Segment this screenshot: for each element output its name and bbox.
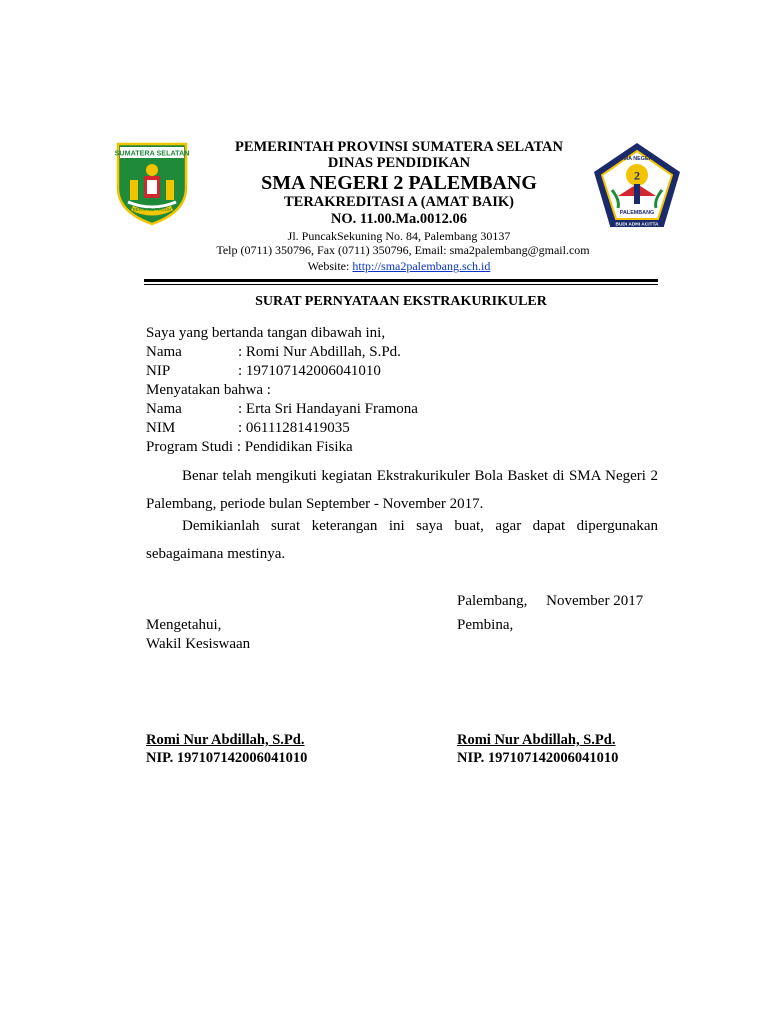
school-website [204,259,594,274]
signer-name-row [146,344,401,361]
student-prodi: Program Studi : Pendidikan Fisika [146,439,353,455]
left-signer-nip: NIP. 197107142006041010 [146,750,308,766]
sumsel-province-logo [114,140,190,226]
school-number: NO. 11.00.Ma.0012.06 [330,211,468,227]
logo-right-motto: BUDI ADHI ACITTA [615,222,659,228]
website-label: Website: [307,259,353,273]
declares-text: Menyatakan bahwa : [146,382,271,398]
header-rule-thin [144,284,658,285]
place-date: Palembang, November 2017 [457,593,644,609]
right-signer-name: Romi Nur Abdillah, S.Pd. [457,732,616,748]
signer-name-label: Nama [146,344,182,360]
left-signer-name: Romi Nur Abdillah, S.Pd. [146,732,305,748]
logo-right-top-text: SMA NEGERI [620,156,654,162]
signer-name-value: : Romi Nur Abdillah, S.Pd. [238,344,401,360]
header-rule-thick [144,279,658,282]
student-name-value: : Erta Sri Handayani Framona [238,401,418,417]
school-address: Jl. PuncakSekuning No. 84, Palembang 30137 [287,229,511,243]
student-name-label: Nama [146,401,182,417]
accreditation: TERAKREDITASI A (AMAT BAIK) [283,194,515,210]
student-nim-value: : 06111281419035 [238,420,350,436]
intro-text: Saya yang bertanda tangan dibawah ini, [146,325,386,341]
gov-line: PEMERINTAH PROVINSI SUMATERA SELATAN [234,139,564,155]
logo-left-top-text: SUMATERA SELATAN [114,148,190,158]
school-name: SMA NEGERI 2 PALEMBANG [261,172,537,194]
logo-left-bottom-text: BERSATU TEGUH [132,207,172,212]
letter-title: SURAT PERNYATAAN EKSTRAKURIKULER [255,294,547,309]
school-logo [590,140,684,230]
right-sign-role: Pembina, [457,617,514,633]
agency-line: DINAS PENDIDIKAN [327,155,471,171]
signer-nip-label: NIP [146,363,171,379]
right-signer-nip: NIP. 197107142006041010 [457,750,619,766]
student-nim-label: NIM [146,420,176,436]
signer-nip-row [146,363,381,380]
logo-right-city: PALEMBANG [619,210,655,216]
left-sign-line2: Wakil Kesiswaan [146,636,251,652]
school-contact: Telp (0711) 350796, Fax (0711) 350796, Email: sma2palembang@gmail.com [216,243,590,257]
student-name-row [146,401,418,418]
logo-right-number: 2 [634,168,640,183]
website-link[interactable]: http://sma2palembang.sch.id [352,259,491,273]
paragraph-closing: Demikianlah surat keterangan ini saya buat, agar dapat dipergunakan sebagaimana mestinya. [146,518,658,562]
paragraph-participation: Benar telah mengikuti kegiatan Ekstrakurikuler Bola Basket di SMA Negeri 2 Palembang, periode bulan September - November 2017. [146,468,658,512]
student-nim-row [146,420,350,437]
left-sign-line1: Mengetahui, [146,617,222,633]
signer-nip-value: : 197107142006041010 [238,363,381,379]
